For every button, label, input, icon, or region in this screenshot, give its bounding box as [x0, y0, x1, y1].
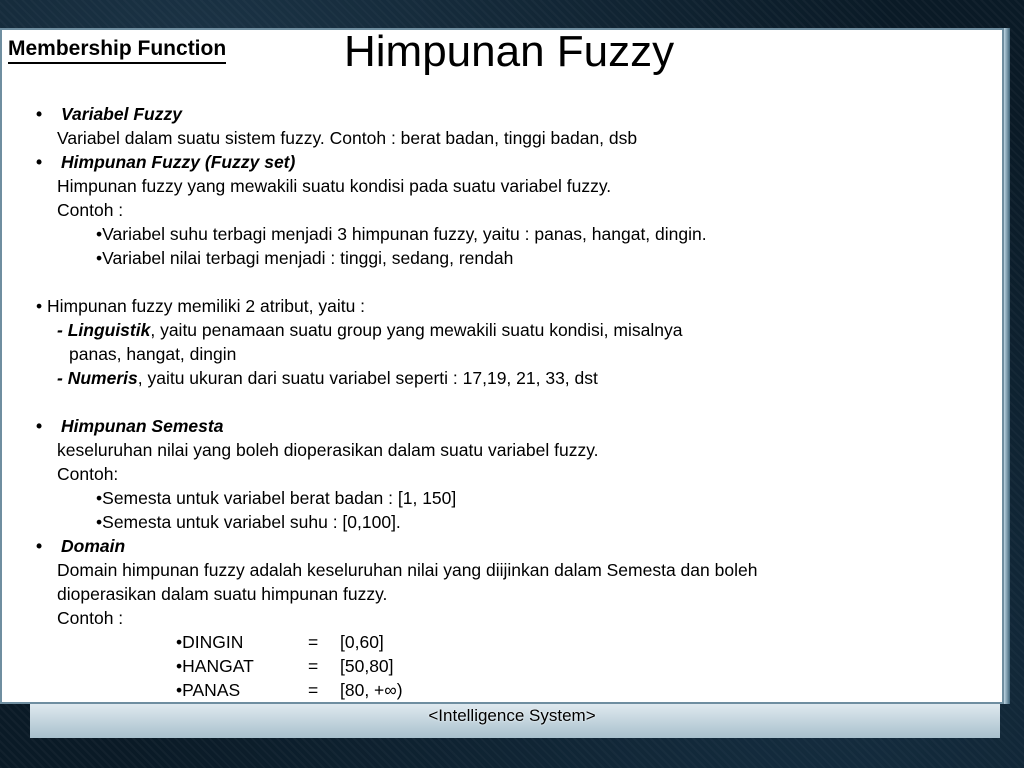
footer-text: <Intelligence System> — [428, 706, 596, 725]
list-item — [96, 223, 707, 245]
contoh-himpunan-semesta: Contoh: — [57, 464, 119, 484]
text-variabel-fuzzy: Variabel dalam suatu sistem fuzzy. Contoh : berat badan, tinggi badan, dsb — [57, 128, 638, 148]
bullet-icon: • — [36, 416, 43, 436]
bullet-icon: • — [96, 512, 103, 532]
table-row — [176, 679, 240, 701]
term-numeris: Numeris — [67, 368, 138, 388]
linguistik-text-cont: panas, hangat, dingin — [69, 344, 237, 364]
list-item — [96, 247, 513, 269]
bullet-atribut — [36, 295, 365, 317]
bullet-icon: • — [176, 632, 183, 652]
bullet-variabel-fuzzy — [36, 103, 182, 125]
dash-marker: - — [57, 320, 68, 340]
bullet-icon: • — [96, 224, 103, 244]
bullet-icon: • — [36, 104, 43, 124]
slide — [0, 28, 1004, 704]
heading-variabel-fuzzy: Variabel Fuzzy — [61, 104, 182, 124]
bullet-icon: • — [36, 536, 43, 556]
list-item — [96, 487, 456, 509]
example-text: Variabel suhu terbagi menjadi 3 himpunan fuzzy, yaitu : panas, hangat, dingin. — [102, 224, 707, 244]
bullet-himpunan-semesta — [36, 415, 223, 437]
table-row — [176, 655, 254, 677]
text-himpunan-fuzzy: Himpunan fuzzy yang mewakili suatu kondisi pada suatu variabel fuzzy. — [57, 176, 612, 196]
bullet-icon: • — [176, 656, 183, 676]
term-linguistik: Linguistik — [67, 320, 151, 340]
atribut-numeris — [57, 367, 598, 389]
contoh-himpunan-fuzzy: Contoh : — [57, 200, 124, 220]
bullet-icon: • — [176, 680, 183, 700]
domain-value: [0,60] — [340, 632, 384, 652]
bullet-icon: • — [96, 488, 103, 508]
numeris-text: , yaitu ukuran dari suatu variabel seperti : 17,19, 21, 33, dst — [137, 368, 598, 388]
domain-eq: = — [308, 680, 319, 700]
bullet-icon: • — [36, 152, 43, 172]
domain-name: HANGAT — [182, 656, 254, 676]
bullet-himpunan-fuzzy — [36, 151, 295, 173]
contoh-domain: Contoh : — [57, 608, 124, 628]
table-row — [176, 631, 243, 653]
text-domain-2: dioperasikan dalam suatu himpunan fuzzy. — [57, 584, 388, 604]
linguistik-text: , yaitu penamaan suatu group yang mewakili suatu kondisi, misalnya — [150, 320, 683, 340]
heading-domain: Domain — [61, 536, 126, 556]
page-title: Himpunan Fuzzy — [344, 27, 675, 76]
text-himpunan-semesta: keseluruhan nilai yang boleh dioperasikan dalam suatu variabel fuzzy. — [57, 440, 599, 460]
atribut-linguistik — [57, 319, 682, 341]
dash-marker: - — [57, 368, 68, 388]
example-text: Semesta untuk variabel suhu : [0,100]. — [102, 512, 401, 532]
bullet-icon: • — [96, 248, 103, 268]
atribut-intro: Himpunan fuzzy memiliki 2 atribut, yaitu : — [47, 296, 366, 316]
domain-value: [80, +∞) — [340, 680, 403, 700]
heading-himpunan-fuzzy: Himpunan Fuzzy (Fuzzy set) — [61, 152, 296, 172]
domain-name: PANAS — [182, 680, 241, 700]
bullet-domain — [36, 535, 125, 557]
domain-name: DINGIN — [182, 632, 244, 652]
example-text: Semesta untuk variabel berat badan : [1, 150] — [102, 488, 457, 508]
domain-eq: = — [308, 656, 319, 676]
domain-eq: = — [308, 632, 319, 652]
domain-value: [50,80] — [340, 656, 394, 676]
text-domain-1: Domain himpunan fuzzy adalah keseluruhan nilai yang diijinkan dalam Semesta dan boleh — [57, 560, 758, 580]
section-label: Membership Function — [8, 36, 226, 64]
heading-himpunan-semesta: Himpunan Semesta — [61, 416, 224, 436]
bullet-icon: • — [36, 296, 43, 316]
example-text: Variabel nilai terbagi menjadi : tinggi, sedang, rendah — [102, 248, 514, 268]
list-item — [96, 511, 401, 533]
